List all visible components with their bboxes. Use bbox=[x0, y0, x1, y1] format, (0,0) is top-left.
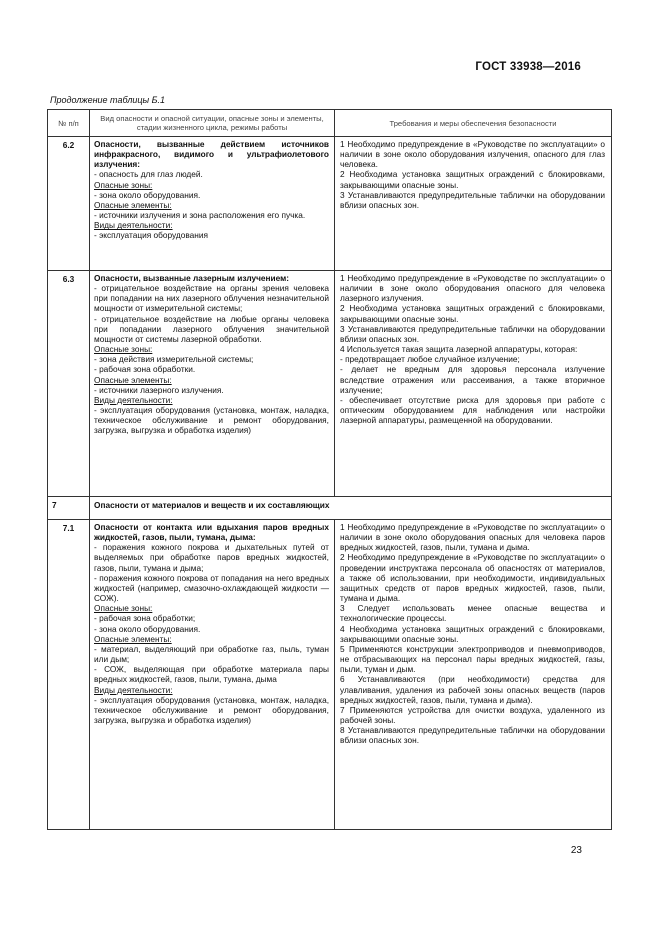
requirement-item: 3 Устанавливаются предупредительные таблички на оборудовании вблизи опасных зон. bbox=[340, 323, 605, 344]
requirement-item: 2 Необходимо предупреждение в «Руководстве по эксплуатации» о проведении инструктажа персонала об опасностях от материалов, а также об использовании, при необходимости, индивидуальных защитных средств от паров вредных жидкостей, газов, пыли, тумана и дыма. bbox=[340, 552, 605, 604]
table-caption: Продолжение таблицы Б.1 bbox=[50, 95, 166, 105]
requirement-item: 4 Необходима установка защитных ограждений с блокировками, закрывающими опасные зоны. bbox=[340, 623, 605, 644]
column-header-no: № п/п bbox=[48, 110, 90, 137]
hazard-line: - отрицательное воздействие на органы зрения человека при попадании на них лазерного облучения незначительной мощности от измерительной системы; bbox=[94, 283, 329, 314]
requirement-item: 1 Необходимо предупреждение в «Руководстве по эксплуатации» о наличии в зоне около оборудования опасного для человека лазерного излучения. bbox=[340, 273, 605, 304]
hazard-line: - эксплуатация оборудования bbox=[94, 230, 208, 241]
requirement-item: - предотвращает любое случайное излучение; bbox=[340, 354, 520, 365]
requirement-item: - делает не вредным для здоровья персонала излучение вследствие отражения или рассеивания, а также вторичное излучение; bbox=[340, 364, 605, 395]
column-header-requirements: Требования и меры обеспечения безопасности bbox=[335, 110, 612, 137]
hazard-list bbox=[94, 283, 329, 435]
hazard-line: - источники излучения и зона расположения его пучка. bbox=[94, 210, 306, 221]
hazard-subheading: Опасные элементы: bbox=[94, 374, 172, 385]
hazard-cell bbox=[90, 137, 335, 271]
requirement-item: 5 Применяются конструкции электроприводов и пневмоприводов, не отбрасывающих на персонал пары вредных жидкостей, газы, пыли, туман и дым. bbox=[340, 643, 605, 675]
hazard-line: - опасность для глаз людей. bbox=[94, 169, 203, 180]
row-number: 6.2 bbox=[48, 137, 90, 271]
requirement-item: 6 Устанавливаются (при необходимости) средства для улавливания, удаления из рабочей зоны опасных веществ (паров вредных жидкостей, газов, пыли, тумана и дыма). bbox=[340, 674, 605, 705]
table-header-row bbox=[48, 110, 612, 137]
hazard-line: - рабочая зона обработки. bbox=[94, 364, 196, 375]
row-number: 6.3 bbox=[48, 271, 90, 497]
hazard-line: - зона действия измерительной системы; bbox=[94, 354, 254, 365]
hazard-cell bbox=[90, 520, 335, 830]
hazard-line: - зона около оборудования. bbox=[94, 189, 201, 200]
hazard-line: - источники лазерного излучения. bbox=[94, 384, 224, 395]
hazard-subheading: Опасные элементы: bbox=[94, 199, 172, 210]
hazard-line: - отрицательное воздействие на любые органы человека при попадании лазерного облучения значительной мощности от системы лазерной обработки. bbox=[94, 313, 329, 344]
hazard-subheading: Виды деятельности: bbox=[94, 394, 173, 405]
hazard-subheading: Виды деятельности: bbox=[94, 220, 173, 231]
hazard-line: - поражения кожного покрова от попадания на него вредных жидкостей (например, смазочно-охлаждающей жидкости — СОЖ). bbox=[94, 572, 329, 604]
hazard-list bbox=[94, 542, 329, 725]
hazard-cell bbox=[90, 271, 335, 497]
page-number: 23 bbox=[570, 845, 582, 856]
requirements-cell bbox=[335, 137, 612, 271]
hazard-line: - эксплуатация оборудования (установка, монтаж, наладка, техническое обслуживание и ремонт оборудования, загрузка, выгрузка и обработка изделия) bbox=[94, 405, 329, 436]
column-header-hazard: Вид опасности и опасной ситуации, опасные зоны и элементы, стадии жизненного цикла, режимы работы bbox=[90, 110, 335, 137]
hazard-list bbox=[94, 169, 329, 240]
hazard-title: Опасности, вызванные действием источников инфракрасного, видимого и ультрафиолетового излучения: bbox=[94, 139, 329, 170]
requirement-item: 7 Применяются устройства для очистки воздуха, удаленного из рабочей зоны. bbox=[340, 704, 605, 725]
requirement-item: - обеспечивает отсутствие риска для здоровья при работе с оптическим оборудованием для наблюдения или настройки лазерной аппаратуры, размещенной на оборудовании. bbox=[340, 394, 605, 426]
requirement-item: 1 Необходимо предупреждение в «Руководстве по эксплуатации» о наличии в зоне около оборудования опасных для человека паров вредных жидкостей, газов, пыли, тумана и дыма. bbox=[340, 522, 605, 553]
requirement-item: 8 Устанавливаются предупредительные таблички на оборудовании вблизи опасных зон. bbox=[340, 725, 605, 746]
requirement-item: 2 Необходима установка защитных ограждений с блокировками, закрывающими опасные зоны. bbox=[340, 169, 605, 190]
requirements-cell bbox=[335, 520, 612, 830]
requirement-item: 4 Используется такая защита лазерной аппаратуры, которая: bbox=[340, 344, 578, 355]
hazard-line: - СОЖ, выделяющая при обработке материала пары вредных жидкостей, газов, пыли, тумана, дыма bbox=[94, 664, 329, 685]
hazard-line: - рабочая зона обработки; bbox=[94, 613, 196, 624]
standard-number: ГОСТ 33938—2016 bbox=[475, 61, 581, 73]
hazard-line: - зона около оборудования. bbox=[94, 623, 201, 634]
hazard-line: - поражения кожного покрова и дыхательных путей от выделяемых при обработке паров вредных жидкостей, газов, пыли, тумана и дыма; bbox=[94, 542, 329, 573]
hazard-subheading: Опасные элементы: bbox=[94, 633, 172, 644]
section-title: Опасности от материалов и веществ и их составляющих bbox=[90, 497, 612, 520]
requirements-cell bbox=[335, 271, 612, 497]
requirement-item: 2 Необходима установка защитных ограждений с блокировками, закрывающими опасные зоны. bbox=[340, 303, 605, 324]
hazard-subheading: Опасные зоны: bbox=[94, 344, 153, 355]
hazard-title: Опасности, вызванные лазерным излучением: bbox=[94, 273, 290, 283]
hazard-subheading: Опасные зоны: bbox=[94, 179, 153, 190]
table-row bbox=[48, 271, 612, 497]
hazard-subheading: Опасные зоны: bbox=[94, 603, 153, 614]
requirement-item: 3 Устанавливаются предупредительные таблички на оборудовании вблизи опасных зон. bbox=[340, 189, 605, 210]
row-number: 7.1 bbox=[48, 520, 90, 830]
hazard-title: Опасности от контакта или вдыхания паров вредных жидкостей, газов, пыли, тумана, дыма: bbox=[94, 522, 329, 543]
hazard-table bbox=[47, 109, 612, 830]
requirement-item: 3 Следует использовать менее опасные вещества и технологические процессы. bbox=[340, 603, 605, 624]
section-number: 7 bbox=[48, 497, 90, 520]
hazard-line: - материал, выделяющий при обработке газ, пыль, туман или дым; bbox=[94, 643, 329, 665]
table-row bbox=[48, 137, 612, 271]
table-row bbox=[48, 520, 612, 830]
hazard-subheading: Виды деятельности: bbox=[94, 684, 173, 695]
hazard-line: - эксплуатация оборудования (установка, монтаж, наладка, техническое обслуживание и ремонт оборудования, загрузка, выгрузка и обработка изделия) bbox=[94, 694, 329, 725]
requirement-item: 1 Необходимо предупреждение в «Руководстве по эксплуатации» о наличии в зоне около оборудования излучения, опасного для глаз человека. bbox=[340, 139, 605, 170]
section-row bbox=[48, 497, 612, 520]
